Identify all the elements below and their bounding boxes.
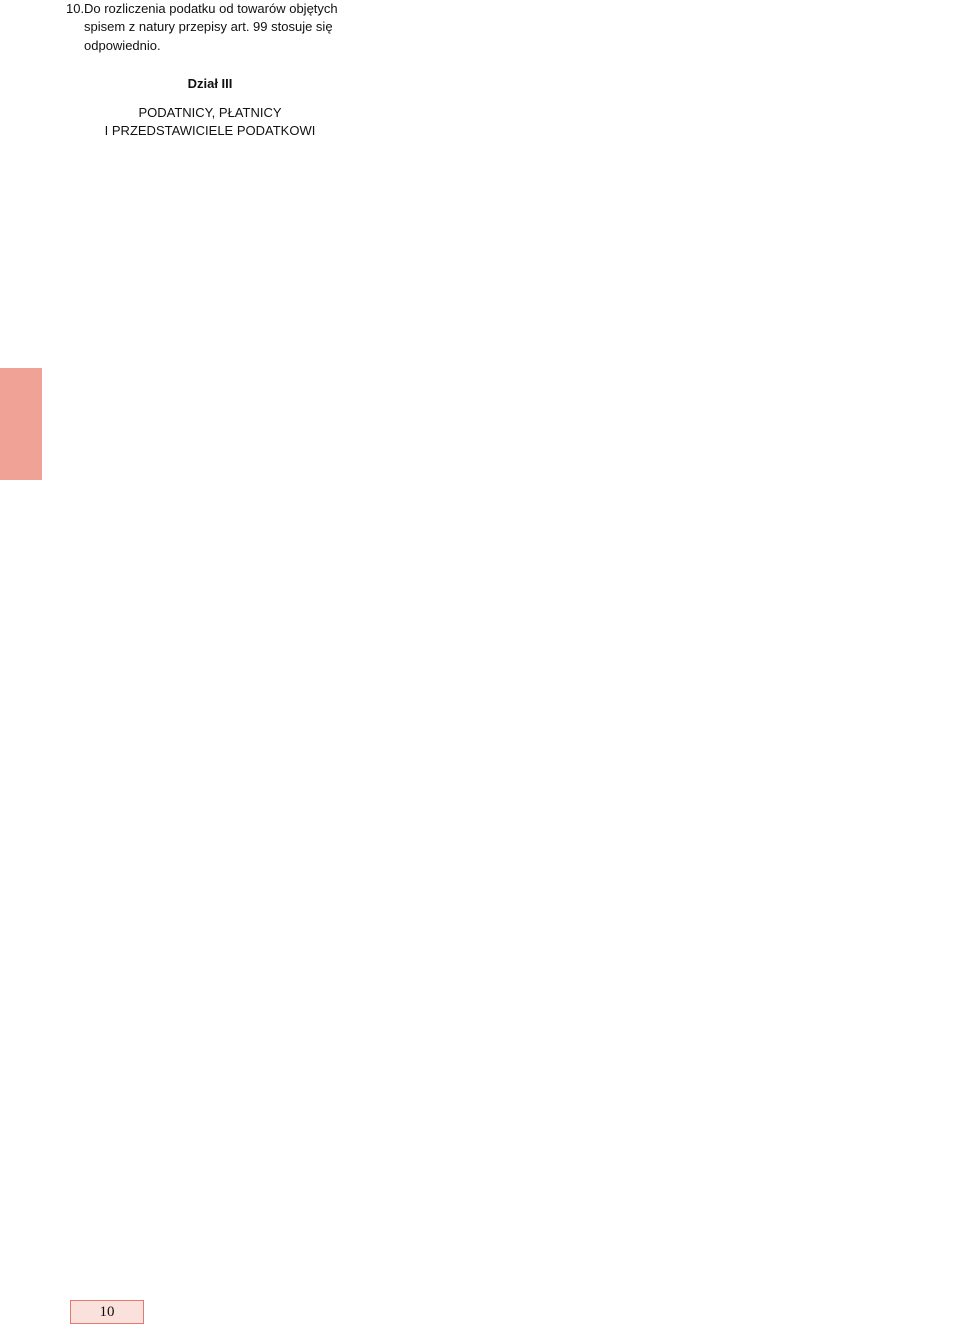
item-label: 10. [66,1,85,16]
part-heading: Dział III [187,76,233,92]
part-title-line-1: PODATNICY, PŁATNICY [138,104,282,120]
column-left [66,0,354,140]
page-number: 10 [70,1300,144,1324]
item-text: Do rozliczenia podatku od towarów objętych spisem z natury przepisy art. 99 stosuje się odpowiednio. [84,1,338,53]
item-10 [66,0,354,55]
part-title-line-2: I PRZEDSTAWICIELE PODATKOWI [104,123,316,139]
side-tab-marker [0,368,42,480]
